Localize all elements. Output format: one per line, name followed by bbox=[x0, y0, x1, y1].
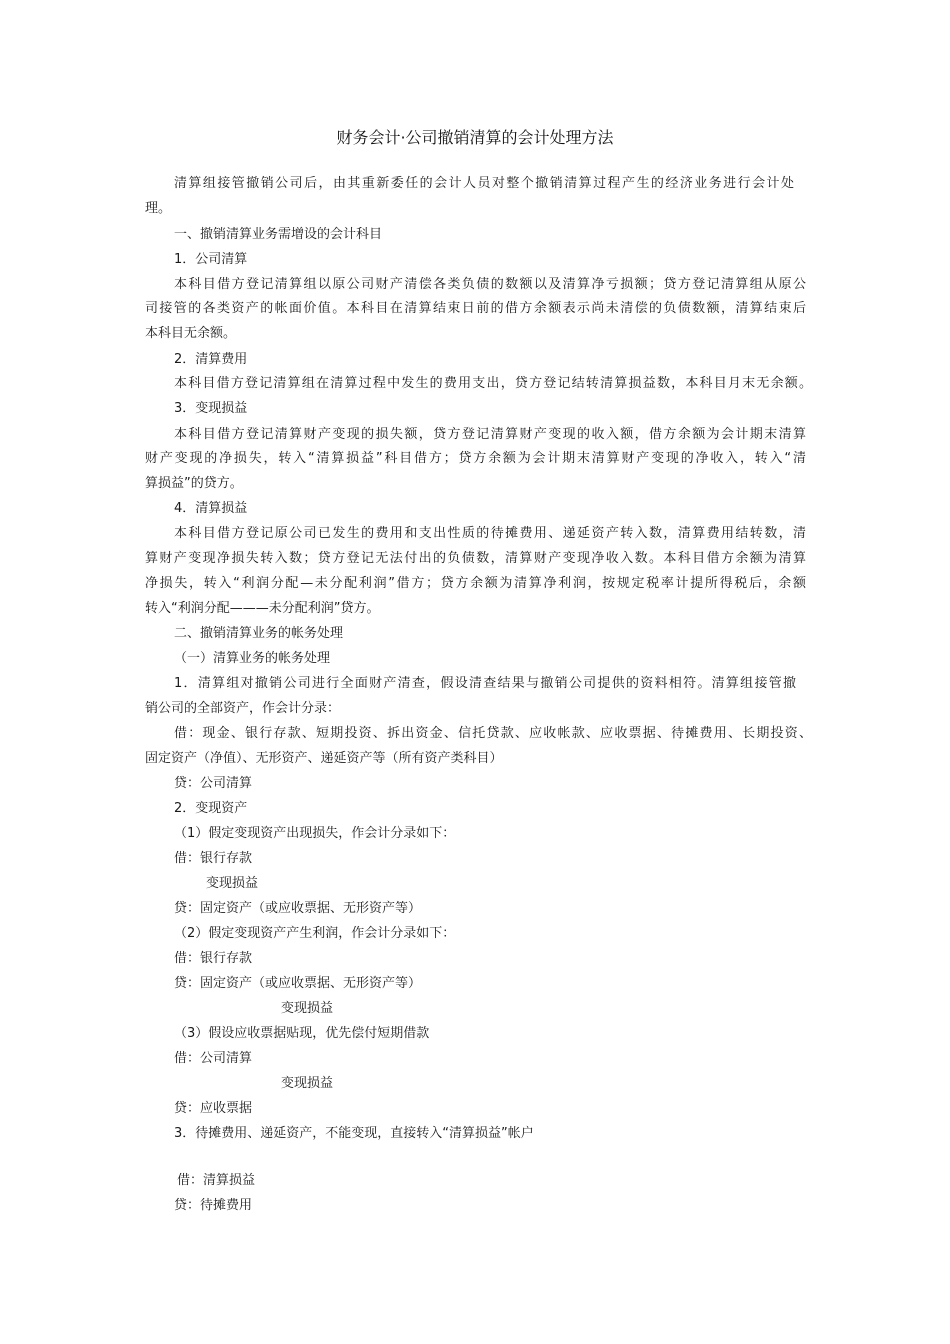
paragraph-line: 销公司的全部资产，作会计分录： bbox=[145, 701, 341, 716]
journal-entry-debit: 借：现金、银行存款、短期投资、拆出资金、信托贷款、应收帐款、应收票据、待摊费用、长期投资、 bbox=[174, 726, 812, 741]
journal-entry-credit: 贷：待摊费用 bbox=[174, 1198, 253, 1213]
journal-entry-credit: 贷：固定资产（或应收票据、无形资产等） bbox=[174, 901, 422, 916]
paragraph-line: 净损失，转入“利润分配—未分配利润”借方；贷方余额为清算净利润，按规定税率计提所得税后，余额 bbox=[145, 576, 806, 591]
document-title: 财务会计·公司撤销清算的会计处理方法 bbox=[336, 128, 614, 147]
section-heading: 一、撤销清算业务需增设的会计科目 bbox=[174, 227, 383, 242]
journal-entry-debit: 借：银行存款 bbox=[174, 851, 253, 866]
paragraph-line: 本科目借方登记清算组在清算过程中发生的费用支出，贷方登记结转清算损益数，本科目月末无余额。 bbox=[174, 376, 812, 391]
subsection-heading: 2．变现资产 bbox=[174, 801, 248, 816]
subsection-heading: 4．清算损益 bbox=[174, 501, 248, 516]
journal-entry-debit-cont: 固定资产（净值）、无形资产、递延资产等（所有资产类科目） bbox=[145, 751, 503, 766]
paragraph-line: 本科目借方登记原公司已发生的费用和支出性质的待摊费用、递延资产转入数，清算费用结转数，清 bbox=[174, 526, 806, 541]
journal-entry-credit: 贷：公司清算 bbox=[174, 776, 253, 791]
paragraph-line: 司接管的各类资产的帐面价值。本科目在清算结束日前的借方余额表示尚未清偿的负债数额，清算结束后 bbox=[145, 301, 806, 316]
paragraph-line: 财产变现的净损失，转入“清算损益”科目借方；贷方余额为会计期末清算财产变现的净收入，转入“清 bbox=[145, 451, 806, 466]
paragraph-line: 理。 bbox=[145, 201, 172, 216]
paragraph-line: （1）假定变现资产出现损失，作会计分录如下： bbox=[174, 826, 456, 841]
journal-entry-credit: 贷：应收票据 bbox=[174, 1101, 253, 1116]
journal-entry-debit-item: 变现损益 bbox=[281, 1076, 334, 1091]
paragraph-line: （3）假设应收票据贴现，优先偿付短期借款 bbox=[174, 1026, 430, 1041]
journal-entry-credit: 贷：固定资产（或应收票据、无形资产等） bbox=[174, 976, 422, 991]
paragraph-line: 本科目无余额。 bbox=[145, 326, 237, 341]
paragraph-line: 本科目借方登记清算组以原公司财产清偿各类负债的数额以及清算净亏损额；贷方登记清算组从原公 bbox=[174, 277, 806, 292]
journal-entry-debit: 借：公司清算 bbox=[174, 1051, 253, 1066]
section-heading: 二、撤销清算业务的帐务处理 bbox=[174, 626, 344, 641]
paragraph-line: 算损益”的贷方。 bbox=[145, 476, 243, 491]
paragraph-line: 清算组接管撤销公司后，由其重新委任的会计人员对整个撤销清算过程产生的经济业务进行会计处 bbox=[174, 176, 794, 191]
journal-entry-debit: 借：清算损益 bbox=[177, 1173, 256, 1188]
paragraph-line: 1．清算组对撤销公司进行全面财产清查，假设清查结果与撤销公司提供的资料相符。清算组接管撤 bbox=[174, 676, 796, 691]
paragraph-line: 本科目借方登记清算财产变现的损失额，贷方登记清算财产变现的收入额，借方余额为会计期末清算 bbox=[174, 427, 806, 442]
paragraph-line: （2）假定变现资产产生利润，作会计分录如下： bbox=[174, 926, 456, 941]
subsection-heading: 1．公司清算 bbox=[174, 252, 248, 267]
paragraph-line: 算财产变现净损失转入数；贷方登记无法付出的负债数，清算财产变现净收入数。本科目借方余额为清算 bbox=[145, 551, 806, 566]
journal-entry-credit-item: 变现损益 bbox=[281, 1001, 334, 1016]
subsection-heading: 3．待摊费用、递延资产，不能变现，直接转入“清算损益”帐户 bbox=[174, 1126, 534, 1141]
subsection-heading: 2．清算费用 bbox=[174, 352, 248, 367]
journal-entry-debit-item: 变现损益 bbox=[206, 876, 259, 891]
journal-entry-debit: 借：银行存款 bbox=[174, 951, 253, 966]
subsection-heading: （一）清算业务的帐务处理 bbox=[174, 651, 331, 666]
subsection-heading: 3．变现损益 bbox=[174, 401, 248, 416]
paragraph-line: 转入“利润分配———未分配利润”贷方。 bbox=[145, 601, 380, 616]
